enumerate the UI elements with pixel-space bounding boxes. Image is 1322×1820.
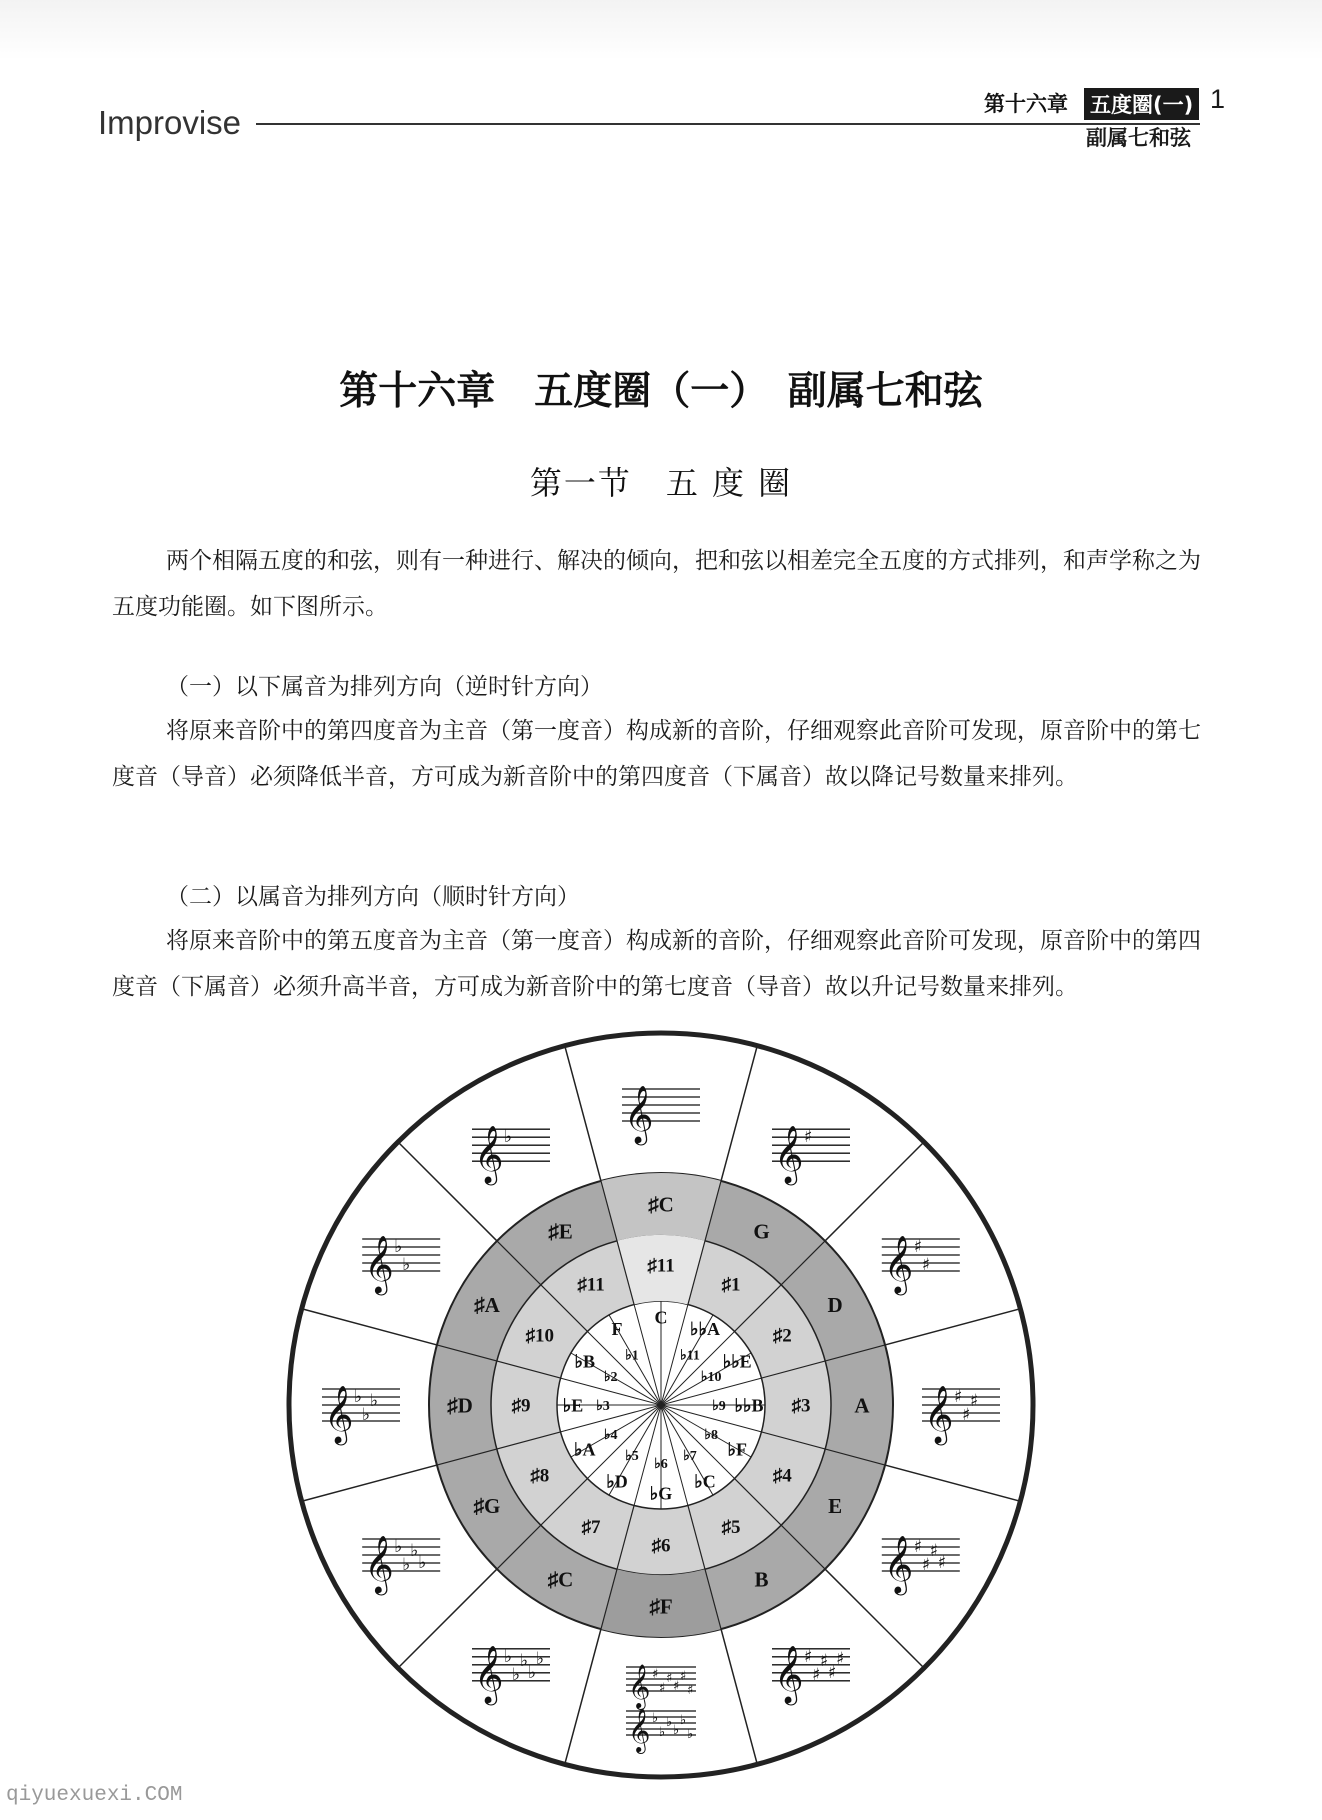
sharp-count-label: ♯7 xyxy=(581,1516,601,1538)
flat-accidental-icon: ♭ xyxy=(394,1537,403,1557)
sharp-count-label: ♯5 xyxy=(721,1516,741,1538)
treble-clef-icon: 𝄞 xyxy=(628,1708,651,1752)
treble-clef-icon: 𝄞 xyxy=(883,1235,914,1293)
key-label: G xyxy=(753,1219,770,1244)
flat-accidental-icon: ♭ xyxy=(536,1648,545,1669)
sharp-accidental-icon: ♯ xyxy=(673,1679,680,1694)
header-rule xyxy=(256,123,1200,125)
sharp-accidental-icon: ♯ xyxy=(929,1541,939,1561)
flat-count-label: ♭7 xyxy=(683,1449,697,1465)
flat-key-label: ♭D xyxy=(606,1471,628,1492)
flat-count-label: ♭5 xyxy=(625,1449,639,1465)
flat-count-label: ♭2 xyxy=(603,1369,618,1385)
flat-accidental-icon: ♭ xyxy=(687,1727,694,1742)
sharp-accidental-icon: ♯ xyxy=(970,1391,979,1411)
flat-accidental-icon: ♭ xyxy=(520,1650,529,1671)
header-chapter-title: 五度圈(一) xyxy=(1084,88,1199,120)
treble-clef-icon: 𝄞 xyxy=(883,1535,914,1593)
treble-clef-icon: 𝄞 xyxy=(774,1644,804,1703)
section-title: 第一节 五 度 圈 xyxy=(529,464,793,502)
sharp-count-label: ♯1 xyxy=(721,1274,741,1296)
flat-accidental-icon: ♭ xyxy=(528,1662,537,1683)
flat-key-label: ♭♭B xyxy=(734,1395,764,1416)
sharp-accidental-icon: ♯ xyxy=(680,1669,687,1684)
key-label: ♯C xyxy=(547,1567,574,1592)
flat-accidental-icon: ♭ xyxy=(402,1555,411,1575)
sharp-accidental-icon: ♯ xyxy=(913,1537,923,1557)
page-number: 1 xyxy=(1210,84,1226,114)
key-label: ♯D xyxy=(447,1393,473,1418)
key-label: ♯G xyxy=(473,1493,501,1518)
flat-accidental-icon: ♭ xyxy=(659,1725,666,1740)
treble-clef-icon: 𝄞 xyxy=(364,1235,394,1293)
treble-clef-icon: 𝄞 xyxy=(774,1125,804,1184)
sharp-accidental-icon: ♯ xyxy=(954,1387,963,1407)
treble-clef-icon: 𝄞 xyxy=(364,1535,394,1593)
sharp-accidental-icon: ♯ xyxy=(962,1405,971,1425)
flat-accidental-icon: ♭ xyxy=(652,1711,659,1726)
flat-key-label: ♭C xyxy=(694,1471,716,1492)
key-label: A xyxy=(854,1393,870,1418)
flat-accidental-icon: ♭ xyxy=(680,1713,687,1728)
sharp-count-label: ♯11 xyxy=(577,1274,605,1296)
flat-accidental-icon: ♭ xyxy=(504,1646,513,1667)
treble-clef-icon: 𝄞 xyxy=(624,1085,654,1143)
flat-count-label: ♭6 xyxy=(654,1456,668,1472)
body-counterclockwise: 将原来音阶中的第四度音为主音（第一度音）构成新的音阶，仔细观察此音阶可发现，原音阶中的第七度音（导音）必须降低半音，方可成为新音阶中的第四度音（下属音）故以降记号数量来排列。 xyxy=(112,718,1201,790)
flat-accidental-icon: ♭ xyxy=(362,1405,371,1425)
flat-key-label: ♭A xyxy=(574,1439,596,1460)
flat-key-label: ♭B xyxy=(574,1351,596,1372)
sharp-count-label: ♯11 xyxy=(647,1255,675,1277)
flat-accidental-icon: ♭ xyxy=(394,1237,403,1257)
sharp-count-label: ♯3 xyxy=(791,1395,811,1417)
sharp-count-label: ♯10 xyxy=(525,1325,555,1347)
circle-of-fifths-diagram xyxy=(286,1030,1036,1780)
flat-key-label: ♭G xyxy=(649,1483,673,1504)
flat-key-label: ♭♭A xyxy=(690,1319,720,1340)
intro-paragraph: 两个相隔五度的和弦，则有一种进行、解决的倾向，把和弦以相差完全五度的方式排列，和声学称之为五度功能圈。如下图所示。 xyxy=(112,548,1201,620)
subheading-clockwise: （二）以属音为排列方向（顺时针方向） xyxy=(166,884,580,910)
flat-key-label: ♭♭E xyxy=(722,1351,752,1372)
sharp-count-label: ♯6 xyxy=(651,1535,671,1557)
sharp-count-label: ♯2 xyxy=(772,1325,792,1347)
flat-accidental-icon: ♭ xyxy=(512,1664,521,1685)
body-clockwise: 将原来音阶中的第五度音为主音（第一度音）构成新的音阶，仔细观察此音阶可发现，原音阶中的第四度音（下属音）必须升高半音，方可成为新音阶中的第七度音（导音）故以升记号数量来排列。 xyxy=(112,928,1201,1000)
sharp-accidental-icon: ♯ xyxy=(666,1671,673,1686)
sharp-accidental-icon: ♯ xyxy=(652,1667,659,1682)
sharp-accidental-icon: ♯ xyxy=(687,1683,694,1698)
flat-accidental-icon: ♭ xyxy=(673,1723,680,1738)
sharp-count-label: ♯8 xyxy=(530,1465,550,1487)
flat-count-label: ♭11 xyxy=(680,1348,700,1364)
flat-count-label: ♭9 xyxy=(712,1398,726,1414)
key-label: D xyxy=(827,1292,843,1317)
sharp-accidental-icon: ♯ xyxy=(836,1648,845,1669)
flat-accidental-icon: ♭ xyxy=(410,1541,419,1561)
key-label: ♯F xyxy=(649,1594,673,1619)
flat-key-label: F xyxy=(611,1319,623,1340)
header-subtitle: 副属七和弦 xyxy=(1086,126,1191,150)
flat-count-label: ♭1 xyxy=(625,1348,639,1364)
chapter-title: 第十六章 五度圈（一） 副属七和弦 xyxy=(339,369,983,414)
treble-clef-icon: 𝄞 xyxy=(924,1385,954,1443)
key-label: B xyxy=(754,1567,769,1592)
header-chapter: 第十六章 xyxy=(984,92,1068,116)
key-label: ♯C xyxy=(648,1192,674,1217)
flat-accidental-icon: ♭ xyxy=(354,1387,363,1407)
sharp-count-label: ♯4 xyxy=(772,1465,792,1487)
flat-accidental-icon: ♭ xyxy=(418,1553,427,1573)
flat-count-label: ♭8 xyxy=(704,1427,719,1443)
sharp-accidental-icon: ♯ xyxy=(820,1650,829,1671)
key-label: ♯E xyxy=(548,1219,573,1244)
flat-count-label: ♭4 xyxy=(603,1427,618,1443)
sharp-accidental-icon: ♯ xyxy=(828,1662,837,1683)
sharp-accidental-icon: ♯ xyxy=(804,1127,813,1148)
key-label: E xyxy=(828,1493,843,1518)
flat-accidental-icon: ♭ xyxy=(666,1715,673,1730)
sharp-accidental-icon: ♯ xyxy=(937,1553,947,1573)
sharp-accidental-icon: ♯ xyxy=(921,1255,931,1275)
header-brand: Improvise xyxy=(98,104,242,141)
flat-key-label: ♭E xyxy=(562,1395,584,1416)
sharp-accidental-icon: ♯ xyxy=(812,1664,821,1685)
flat-key-label: ♭F xyxy=(727,1439,747,1460)
sharp-accidental-icon: ♯ xyxy=(804,1646,813,1667)
treble-clef-icon: 𝄞 xyxy=(474,1644,504,1703)
sharp-accidental-icon: ♯ xyxy=(921,1555,931,1575)
flat-accidental-icon: ♭ xyxy=(402,1255,411,1275)
treble-clef-icon: 𝄞 xyxy=(324,1385,354,1443)
flat-accidental-icon: ♭ xyxy=(504,1127,513,1148)
flat-count-label: ♭10 xyxy=(700,1369,722,1385)
footer-watermark: qiyuexuexi.COM xyxy=(6,1784,183,1807)
flat-count-label: ♭3 xyxy=(596,1398,610,1414)
treble-clef-icon: 𝄞 xyxy=(628,1664,651,1708)
treble-clef-icon: 𝄞 xyxy=(474,1125,504,1184)
flat-key-label: C xyxy=(654,1307,668,1328)
flat-accidental-icon: ♭ xyxy=(370,1391,379,1411)
key-label: ♯A xyxy=(474,1292,500,1317)
subheading-counterclockwise: （一）以下属音为排列方向（逆时针方向） xyxy=(166,674,603,700)
sharp-accidental-icon: ♯ xyxy=(913,1237,923,1257)
sharp-count-label: ♯9 xyxy=(511,1395,531,1417)
sharp-accidental-icon: ♯ xyxy=(659,1681,666,1696)
